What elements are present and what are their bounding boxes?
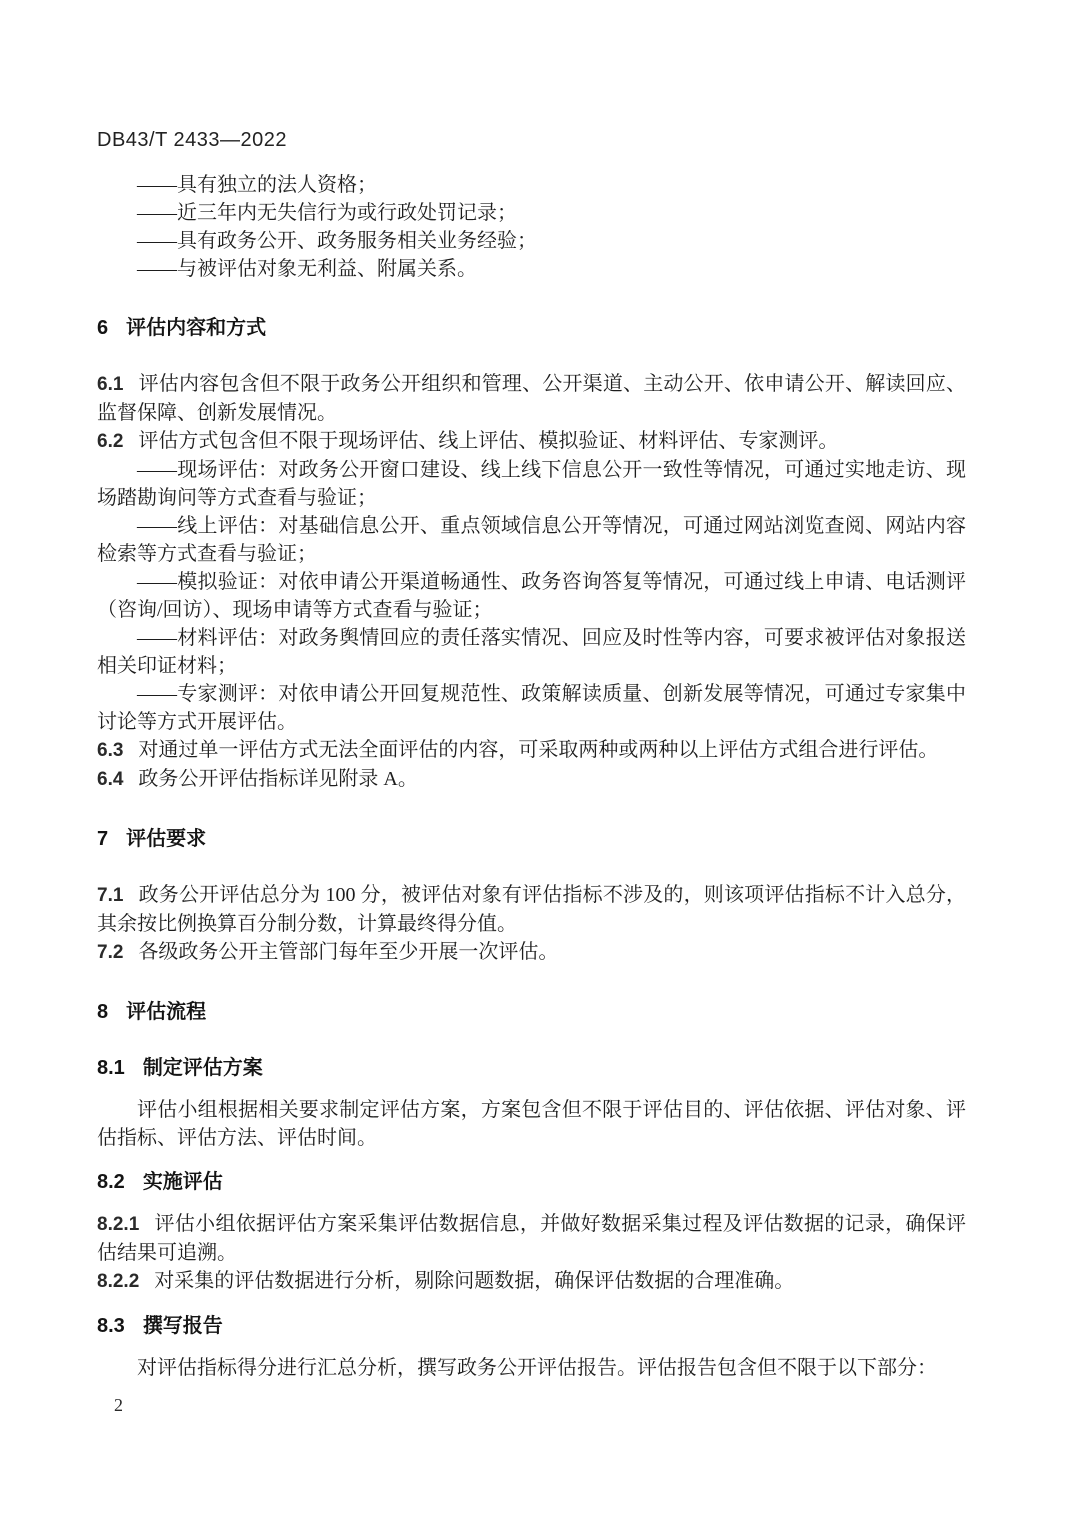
method-item-online: ——线上评估：对基础信息公开、重点领域信息公开等情况，可通过网站浏览查阅、网站内容检索等方式查看与验证； (97, 515, 966, 565)
clause-8-2-1-text: 评估小组依据评估方案采集评估数据信息，并做好数据采集过程及评估数据的记录，确保评估结果可追溯。 (97, 1213, 966, 1264)
clause-6-2 (97, 427, 966, 456)
clause-6-1 (97, 370, 966, 427)
clause-8-2-2 (97, 1267, 966, 1296)
clause-6-2-text: 评估方式包含但不限于现场评估、线上评估、模拟验证、材料评估、专家测评。 (138, 430, 839, 452)
section-6-heading (97, 314, 966, 342)
paragraph-8-3: 对评估指标得分进行汇总分析，撰写政务公开评估报告。评估报告包含但不限于以下部分： (137, 1357, 937, 1379)
method-item-material: ——材料评估：对政务舆情回应的责任落实情况、回应及时性等内容，可要求被评估对象报送相关印证材料； (97, 627, 966, 677)
subsection-8-1-number: 8.1 (97, 1057, 125, 1079)
clause-8-2-1 (97, 1210, 966, 1267)
subsection-8-1-title: 制定评估方案 (142, 1057, 263, 1079)
clause-8-2-2-text: 对采集的评估数据进行分析，剔除问题数据，确保评估数据的合理准确。 (154, 1270, 795, 1292)
clause-6-4-text: 政务公开评估指标详见附录 A。 (138, 768, 418, 790)
subsection-8-3-number: 8.3 (97, 1315, 125, 1337)
clause-6-1-number: 6.1 (97, 374, 124, 395)
clause-7-2-number: 7.2 (97, 942, 124, 963)
clause-6-3-number: 6.3 (97, 740, 124, 761)
qualification-item: ——具有独立的法人资格； (137, 174, 377, 196)
section-6-title: 评估内容和方式 (126, 317, 267, 339)
qualification-list (97, 171, 966, 283)
clause-7-1-number: 7.1 (97, 885, 124, 906)
section-8-number: 8 (97, 1001, 109, 1023)
standard-number: DB43/T 2433—2022 (97, 129, 287, 151)
method-item-simulation: ——模拟验证：对依申请公开渠道畅通性、政务咨询答复等情况，可通过线上申请、电话测评（咨询/回访）、现场申请等方式查看与验证； (97, 571, 966, 621)
paragraph-8-1: 评估小组根据相关要求制定评估方案，方案包含但不限于评估目的、评估依据、评估对象、评估指标、评估方法、评估时间。 (97, 1099, 966, 1149)
subsection-8-1-heading (97, 1054, 966, 1082)
clause-6-1-text: 评估内容包含但不限于政务公开组织和管理、公开渠道、主动公开、依申请公开、解读回应、监督保障、创新发展情况。 (97, 373, 966, 424)
clause-7-1 (97, 881, 966, 938)
clause-8-2-2-number: 8.2.2 (97, 1271, 140, 1292)
qualification-item: ——近三年内无失信行为或行政处罚记录； (137, 202, 517, 224)
method-item-expert: ——专家测评：对依申请公开回复规范性、政策解读质量、创新发展等情况，可通过专家集中讨论等方式开展评估。 (97, 683, 966, 733)
subsection-8-2-title: 实施评估 (142, 1171, 223, 1193)
subsection-8-3-heading (97, 1312, 966, 1340)
section-7 (97, 825, 966, 967)
subsection-8-3-title: 撰写报告 (142, 1315, 223, 1337)
page-number: 2 (114, 1395, 123, 1415)
clause-6-4-number: 6.4 (97, 769, 124, 790)
section-8-title: 评估流程 (126, 1001, 207, 1023)
subsection-8-2-heading (97, 1168, 966, 1196)
method-item-onsite: ——现场评估：对政务公开窗口建设、线上线下信息公开一致性等情况，可通过实地走访、现场踏勘询问等方式查看与验证； (97, 459, 966, 509)
section-7-title: 评估要求 (126, 828, 207, 850)
section-7-heading (97, 825, 966, 853)
clause-6-3-text: 对通过单一评估方式无法全面评估的内容，可采取两种或两种以上评估方式组合进行评估。 (138, 739, 939, 761)
section-8 (97, 998, 966, 1382)
clause-7-2 (97, 938, 966, 967)
clause-7-1-text: 政务公开评估总分为 100 分，被评估对象有评估指标不涉及的，则该项评估指标不计入总分，其余按比例换算百分制分数，计算最终得分值。 (97, 884, 966, 935)
clause-7-2-text: 各级政务公开主管部门每年至少开展一次评估。 (138, 941, 559, 963)
section-6-number: 6 (97, 317, 109, 339)
subsection-8-2-number: 8.2 (97, 1171, 125, 1193)
clause-6-4 (97, 765, 966, 794)
section-6 (97, 314, 966, 794)
qualification-item: ——与被评估对象无利益、附属关系。 (137, 258, 477, 280)
clause-6-2-number: 6.2 (97, 431, 124, 452)
qualification-item: ——具有政务公开、政务服务相关业务经验； (137, 230, 537, 252)
section-8-heading (97, 998, 966, 1026)
section-7-number: 7 (97, 828, 109, 850)
clause-8-2-1-number: 8.2.1 (97, 1214, 140, 1235)
clause-6-3 (97, 736, 966, 765)
